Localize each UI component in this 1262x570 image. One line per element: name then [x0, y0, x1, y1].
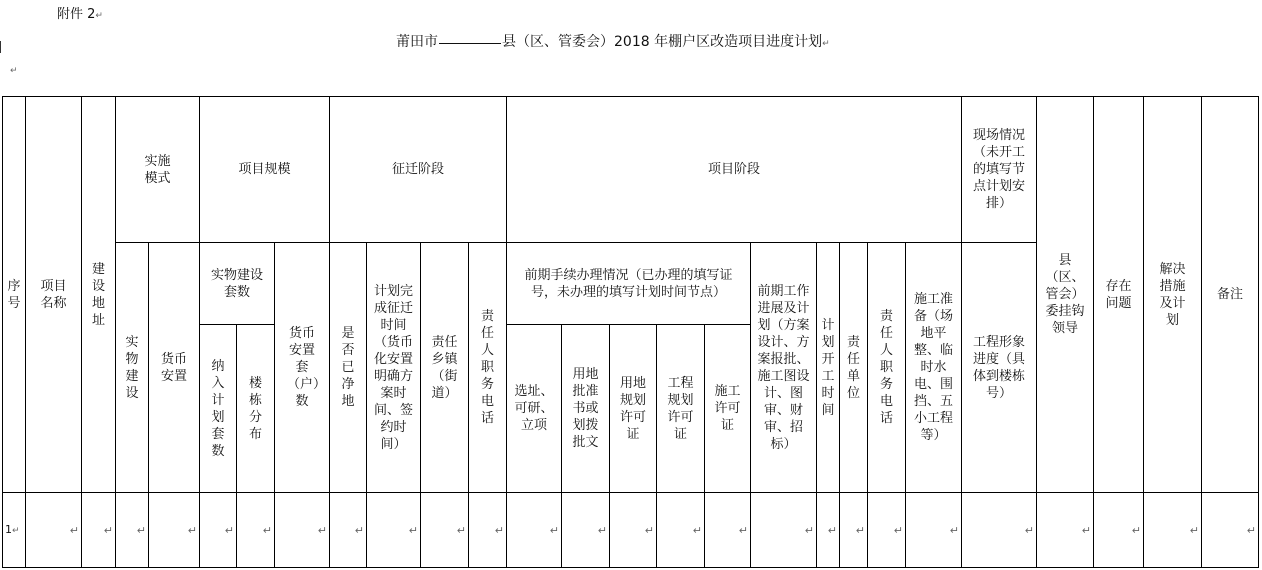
header-cleared: 是否已净地	[330, 243, 367, 493]
header-progress: 工程形象进度（具体到楼栋号）	[962, 243, 1037, 493]
header-prelim-work: 前期工作进展及计划（方案设计、方案报批、施工图设计、图审、财审、招标）	[751, 243, 817, 493]
header-mode: 实施模式	[116, 97, 200, 243]
table-cell[interactable]: ↵	[507, 493, 562, 568]
table-cell[interactable]: ↵	[906, 493, 962, 568]
header-scale: 项目规模	[200, 97, 330, 243]
header-seq: 序号	[3, 97, 26, 493]
header-site-selection: 选址、可研、立项	[507, 325, 562, 493]
table-cell[interactable]: ↵	[1202, 493, 1259, 568]
row-seq-cell[interactable]: 1↵	[3, 493, 26, 568]
header-planned-completion: 计划完成征迁时间（货币化安置明确方案时间、签约时间）	[367, 243, 421, 493]
table-cell[interactable]: ↵	[705, 493, 751, 568]
header-planned-units: 纳入计划套数	[200, 325, 237, 493]
header-resp-unit: 责任单位	[840, 243, 868, 493]
header-project-name: 项目名称	[26, 97, 82, 493]
table-cell[interactable]: ↵	[367, 493, 421, 568]
header-construction-prep: 施工准备（场地平整、临时水电、围挡、五小工程等）	[906, 243, 962, 493]
header-mode-cash: 货币安置	[149, 243, 200, 493]
header-mode-physical: 实物建设	[116, 243, 149, 493]
text-cursor	[0, 41, 1, 53]
header-address: 建设地址	[82, 97, 116, 493]
header-resp-person-phone: 责任人职务电话	[469, 243, 507, 493]
header-remarks: 备注	[1202, 97, 1259, 493]
table-cell[interactable]: ↵	[962, 493, 1037, 568]
table-cell[interactable]: ↵	[1094, 493, 1144, 568]
attachment-label: 附件 2↵	[57, 7, 103, 22]
table-cell[interactable]: ↵	[116, 493, 149, 568]
header-relocation: 征迁阶段	[330, 97, 507, 243]
header-cash-units: 货币安置套（户）数	[275, 243, 330, 493]
table-cell[interactable]: ↵	[562, 493, 610, 568]
table-cell[interactable]: ↵	[469, 493, 507, 568]
header-solutions: 解决措施及计划	[1144, 97, 1202, 493]
table-cell[interactable]: ↵	[610, 493, 657, 568]
table-cell[interactable]: ↵	[817, 493, 840, 568]
header-prelim-procedures: 前期手续办理情况（已办理的填写证号，未办理的填写计划时间节点）	[507, 243, 751, 325]
header-resp-person-phone-2: 责任人职务电话	[868, 243, 906, 493]
header-problems: 存在问题	[1094, 97, 1144, 493]
table-cell[interactable]: ↵	[237, 493, 275, 568]
document-title: 莆田市 县（区、管委会）2018 年棚户区改造项目进度计划↵	[396, 34, 830, 50]
table-cell[interactable]: ↵	[840, 493, 868, 568]
progress-plan-table	[2, 96, 1259, 568]
table-cell[interactable]: ↵	[868, 493, 906, 568]
county-blank[interactable]	[439, 43, 501, 44]
header-land-approval: 用地批准书或划拨批文	[562, 325, 610, 493]
header-plan-start: 计划开工时间	[817, 243, 840, 493]
table-cell[interactable]: ↵	[1144, 493, 1202, 568]
header-eng-permit: 工程规划许可证	[657, 325, 705, 493]
header-build-permit: 施工许可证	[705, 325, 751, 493]
paragraph-mark: ↵	[10, 66, 18, 76]
table-cell[interactable]: ↵	[421, 493, 469, 568]
table-cell[interactable]: ↵	[751, 493, 817, 568]
header-site: 现场情况（未开工的填写节点计划安排）	[962, 97, 1037, 243]
table-cell[interactable]: ↵	[200, 493, 237, 568]
table-cell[interactable]: ↵	[330, 493, 367, 568]
table-cell[interactable]: ↵	[26, 493, 82, 568]
table-cell[interactable]: ↵	[275, 493, 330, 568]
table-cell[interactable]: ↵	[657, 493, 705, 568]
table-cell[interactable]: ↵	[1037, 493, 1094, 568]
header-stage: 项目阶段	[507, 97, 962, 243]
header-building-dist: 楼栋分布	[237, 325, 275, 493]
table-cell[interactable]: ↵	[149, 493, 200, 568]
header-resp-town: 责任乡镇（街道）	[421, 243, 469, 493]
table-row	[3, 493, 1259, 568]
table-cell[interactable]: ↵	[82, 493, 116, 568]
header-physical-units: 实物建设套数	[200, 243, 275, 325]
header-land-permit: 用地规划许可证	[610, 325, 657, 493]
header-county-leader: 县（区、管会）委挂钩领导	[1037, 97, 1094, 493]
